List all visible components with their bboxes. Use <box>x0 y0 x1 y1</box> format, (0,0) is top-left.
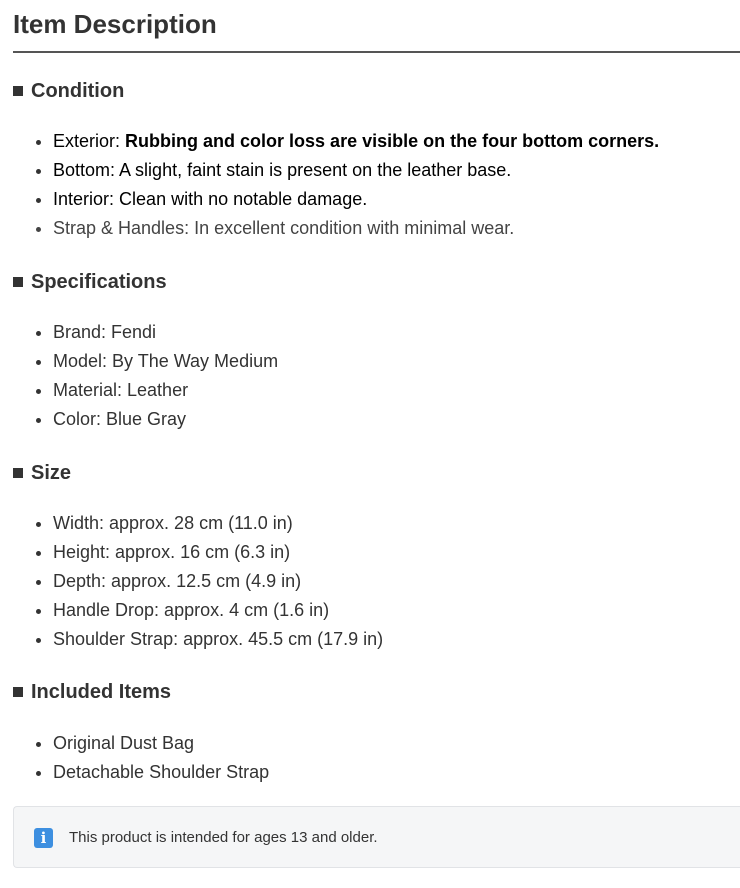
condition-exterior-value: Rubbing and color loss are visible on the four bottom corners. <box>125 131 660 151</box>
list-item: • Height: approx. 16 cm (6.3 in) <box>53 538 383 567</box>
list-item: • Color: Blue Gray <box>53 405 278 434</box>
condition-strap-label: Strap & Handles: <box>53 218 190 238</box>
condition-strap-value: In excellent condition with minimal wear. <box>194 218 515 238</box>
condition-interior-label: Interior: <box>53 189 115 209</box>
list-item <box>53 214 659 243</box>
condition-heading-text: Condition <box>31 80 125 102</box>
size-list <box>13 509 383 654</box>
condition-bottom-label: Bottom: <box>53 160 116 180</box>
list-item: • Original Dust Bag <box>53 729 269 758</box>
specifications-list <box>13 318 278 434</box>
included-items-list <box>13 729 269 787</box>
list-item: • Model: By The Way Medium <box>53 347 278 376</box>
list-item <box>53 156 659 185</box>
condition-interior-value: Clean with no notable damage. <box>119 189 368 209</box>
notice-text: This product is intended for ages 13 and older. <box>69 829 378 846</box>
list-item: • Width: approx. 28 cm (11.0 in) <box>53 509 383 538</box>
list-item <box>53 185 659 214</box>
square-bullet-icon <box>13 468 23 478</box>
item-description <box>13 0 740 782</box>
list-item: • Detachable Shoulder Strap <box>53 758 269 787</box>
list-item: • Depth: approx. 12.5 cm (4.9 in) <box>53 567 383 596</box>
list-item <box>53 127 659 156</box>
condition-list <box>13 127 659 243</box>
condition-bottom-value: A slight, faint stain is present on the leather base. <box>119 160 512 180</box>
list-item: • Material: Leather <box>53 376 278 405</box>
included-items-heading-text: Included Items <box>31 681 172 703</box>
age-notice <box>13 806 740 868</box>
square-bullet-icon <box>13 86 23 96</box>
size-heading-text: Size <box>31 462 72 484</box>
condition-heading <box>13 79 124 103</box>
square-bullet-icon <box>13 687 23 697</box>
page-title: Item Description <box>13 0 740 53</box>
square-bullet-icon <box>13 277 23 287</box>
list-item: • Shoulder Strap: approx. 45.5 cm (17.9 in) <box>53 625 383 654</box>
condition-exterior-label: Exterior: <box>53 131 121 151</box>
specifications-heading <box>13 270 167 294</box>
specifications-heading-text: Specifications <box>31 271 167 293</box>
list-item: • Brand: Fendi <box>53 318 278 347</box>
size-heading <box>13 461 71 485</box>
included-items-heading <box>13 680 171 704</box>
info-icon: i <box>34 828 53 848</box>
list-item: • Handle Drop: approx. 4 cm (1.6 in) <box>53 596 383 625</box>
